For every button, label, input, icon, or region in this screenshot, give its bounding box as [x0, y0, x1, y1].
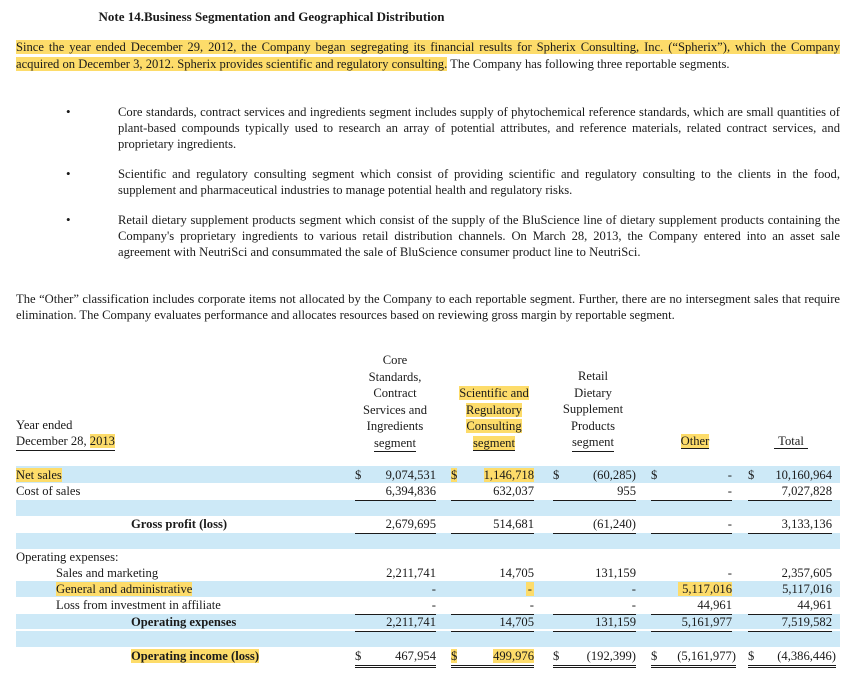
row-band [16, 533, 840, 549]
header-line: segment [473, 435, 515, 450]
highlighted-value: 499,976 [493, 649, 534, 663]
cell-value [462, 648, 534, 665]
currency-symbol [451, 648, 457, 665]
cell-value: - [451, 597, 534, 615]
cell-value: - [631, 582, 636, 596]
double-underline [651, 665, 736, 668]
currency-symbol: $ [651, 649, 658, 663]
net-sales-label: Net sales [16, 468, 62, 482]
currency-symbol: $ [553, 468, 560, 482]
note-number: Note 14. [98, 9, 144, 24]
currency-glyph: $ [451, 468, 458, 482]
year-highlight: 2013 [89, 434, 115, 448]
header-total [748, 433, 834, 450]
bullet-text: Scientific and regulatory consulting segment which consist of providing scientific and regulatory consulting to the clients in the food, supplement and pharmaceutical industries to manage potential health and regulatory risks. [118, 167, 840, 197]
row-label: Sales and marketing [56, 566, 159, 580]
row-band [16, 631, 840, 647]
intro-rest: The Company has following three reportable segments. [447, 56, 730, 71]
row-label: Cost of sales [16, 484, 81, 498]
row-label: Loss from investment in affiliate [56, 598, 221, 612]
header-line: Total [774, 434, 808, 449]
cell-value: (4,386,446) [777, 649, 836, 663]
header-line: segment [374, 435, 416, 453]
header-line: Ingredients [366, 419, 424, 433]
bullet-icon: • [66, 104, 71, 119]
cell-value: 6,394,836 [355, 483, 436, 501]
currency-symbol: $ [748, 468, 755, 482]
row-label: Gross profit (loss) [131, 517, 228, 531]
currency-symbol: $ [355, 649, 362, 663]
cell-value: - [727, 566, 732, 580]
currency-glyph: $ [451, 649, 458, 663]
cell-value: - [651, 516, 732, 534]
row-band [16, 500, 840, 516]
cell-value: 7,519,582 [748, 614, 832, 632]
cell-value: (61,240) [553, 516, 636, 534]
cell-value: 14,705 [451, 614, 534, 632]
cell-value: 632,037 [451, 483, 534, 501]
highlighted-text: Since the year ended December 29, 2012, the Company began segregating its financial results for Spherix Consulting, Inc. (“Spherix”), which the Company acquired on December 3, 2012. Spherix provides scientific and regulatory consulting. [16, 40, 840, 71]
cell-value: - [431, 582, 436, 596]
row-label [16, 467, 62, 484]
double-underline [748, 665, 836, 668]
highlighted-value: - [527, 582, 532, 596]
header-line: Consulting [466, 419, 522, 433]
cell-value: 131,159 [553, 614, 636, 632]
cell-value: - [651, 483, 732, 501]
bullet-text: Retail dietary supplement products segment which consist of the supply of the BluScience line of dietary supplement products containing the Company's proprietary ingredients to various retail distribution channels. On March 28, 2013, the Company entered into an asset sale agreement with NeutriSci and consummated the sale of BluScience consumer product line to NeutriSci. [118, 213, 840, 259]
cell-value: 44,961 [748, 597, 832, 615]
section-label: Operating expenses: [16, 550, 119, 564]
currency-symbol: $ [651, 468, 658, 482]
header-line: Scientific and [459, 386, 529, 400]
cell-value [462, 467, 534, 484]
header-line: Standards, [368, 369, 422, 384]
row-label [56, 581, 192, 598]
cell-value: (5,161,977) [677, 649, 736, 663]
year-label-date-prefix: December 28, [16, 434, 90, 448]
header-line: Contract [373, 386, 417, 400]
double-underline [355, 665, 436, 668]
cell-value: (60,285) [592, 468, 636, 482]
cell-value: 7,027,828 [748, 483, 832, 501]
highlighted-value: 5,117,016 [678, 582, 732, 596]
cell-value [651, 581, 732, 598]
cell-value: 2,679,695 [355, 516, 436, 534]
bullet-text: Core standards, contract services and ingredients segment includes supply of phytochemical reference standards, which are small quantities of plant-based compounds typically used to research an array of potential attributes, and reference materials, related contract services, and proprietary ingredients. [118, 105, 840, 151]
currency-symbol: $ [355, 468, 362, 482]
header-line: Supplement [562, 402, 624, 416]
cell-value: 131,159 [595, 566, 636, 580]
g-and-a-label: General and administrative [56, 582, 193, 596]
cell-value: - [355, 597, 436, 615]
cell-value: 2,211,741 [355, 614, 436, 632]
row-label: Operating expenses [131, 615, 237, 629]
header-core [355, 352, 435, 452]
currency-symbol: $ [748, 649, 755, 663]
year-label: Year ended [16, 418, 73, 432]
note-title: Business Segmentation and Geographical Distribution [144, 9, 445, 24]
header-other [660, 433, 730, 450]
bullet-icon: • [66, 166, 71, 181]
cell-value: 9,074,531 [385, 468, 436, 482]
header-line: segment [572, 434, 614, 452]
cell-value: 10,160,964 [775, 468, 832, 482]
highlighted-value: 1,146,718 [483, 468, 534, 482]
cell-value: 514,681 [451, 516, 534, 534]
cell-value: 14,705 [499, 566, 534, 580]
currency-symbol: $ [553, 649, 560, 663]
cell-value: 5,161,977 [651, 614, 732, 632]
cell-value: 2,211,741 [386, 566, 436, 580]
cell-value: 467,954 [395, 649, 436, 663]
cell-value: (192,399) [586, 649, 636, 663]
double-underline [451, 665, 534, 668]
bullet-icon: • [66, 212, 71, 227]
year-label-date [16, 433, 115, 451]
header-retail [553, 368, 633, 452]
header-line: Core [382, 353, 408, 367]
currency-symbol [451, 467, 457, 484]
cell-value: - [727, 468, 732, 482]
operating-income-label: Operating income (loss) [131, 649, 260, 663]
cell-value: - [553, 597, 636, 615]
row-label [131, 648, 259, 665]
cell-value [451, 581, 534, 598]
header-line: Regulatory [466, 402, 522, 417]
header-line: Retail [577, 369, 609, 383]
header-sci [451, 385, 537, 451]
double-underline [553, 665, 636, 668]
cell-value: 5,117,016 [782, 582, 832, 596]
cell-value: 955 [553, 483, 636, 501]
cell-value: 3,133,136 [748, 516, 832, 534]
header-line: Products [570, 418, 616, 433]
cell-value: 44,961 [651, 597, 732, 615]
other-classification-paragraph: The “Other” classification includes corporate items not allocated by the Company to each reportable segment. Further, there are no intersegment sales that require elimination. The Company evaluates performance and allocates resources based on reviewing gross margin by reportable segment. [16, 292, 840, 322]
cell-value: 2,357,605 [781, 566, 832, 580]
header-line: Other [680, 434, 710, 448]
header-line: Dietary [574, 385, 612, 400]
header-line: Services and [363, 402, 427, 417]
